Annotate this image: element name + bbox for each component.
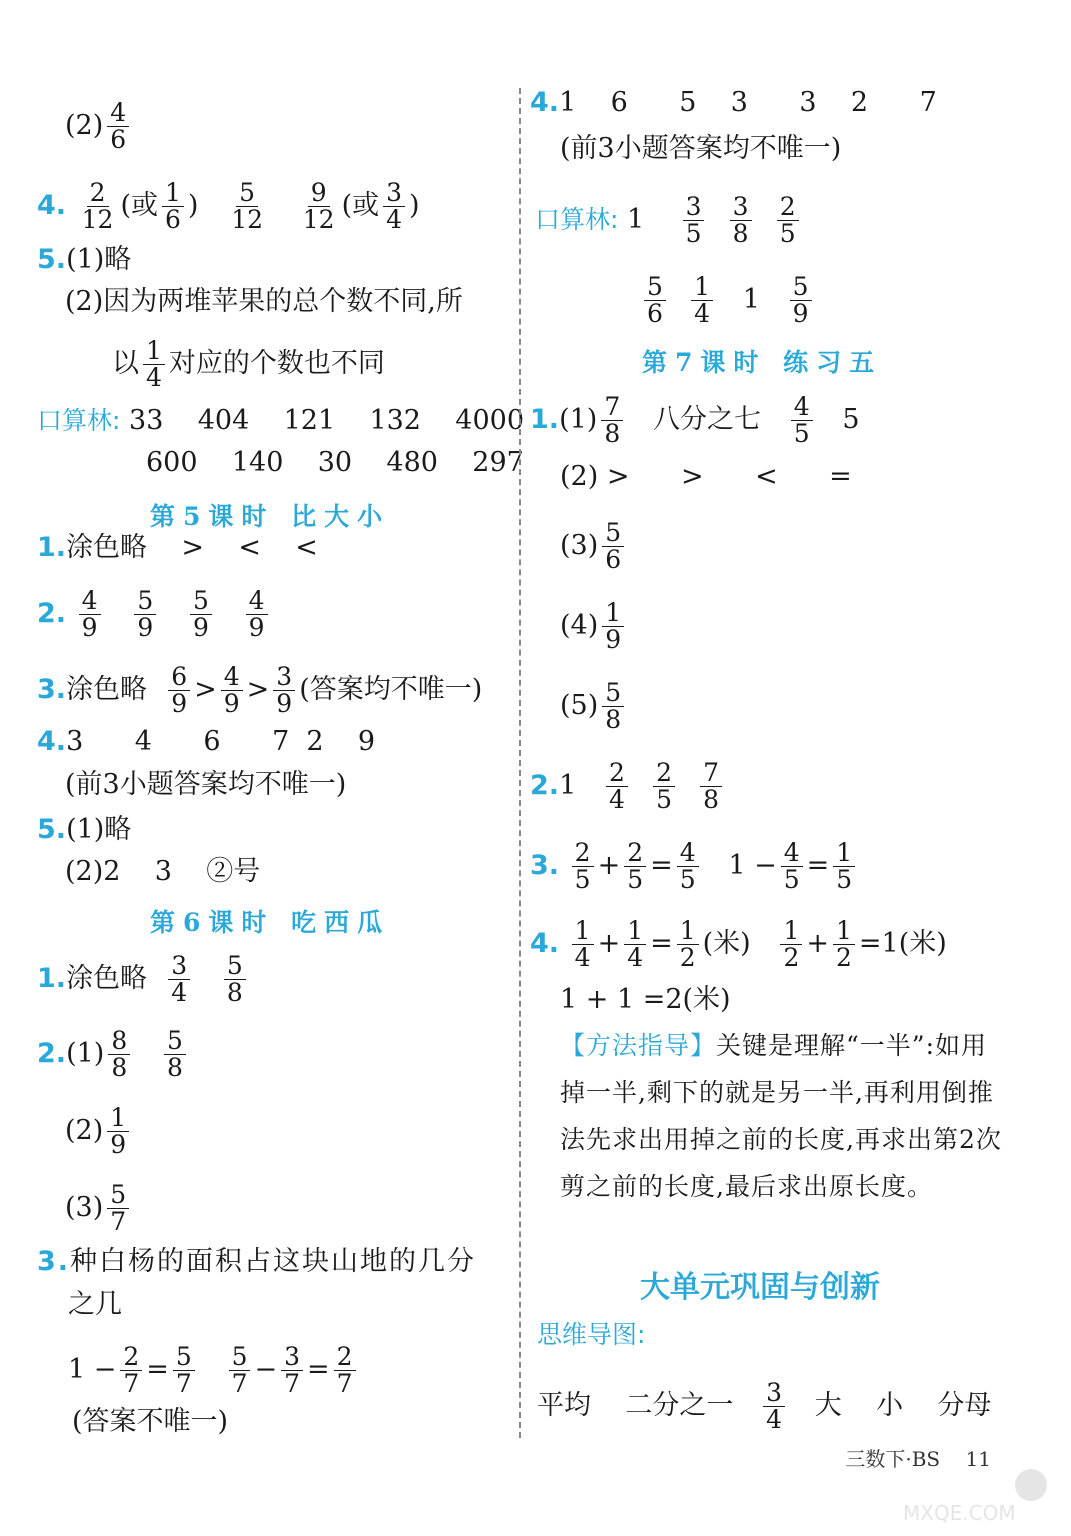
- s6-q2a: 2.(1) $\frac{8}{8}$ $\frac{5}{8}$: [37, 1028, 190, 1081]
- section-title-7: 第7课时 练习五: [642, 348, 883, 377]
- page-footer: 三数下·BS 11: [845, 1447, 991, 1471]
- kousuan-right-row2: $\frac{5}{6}$ $\frac{1}{4}$ 1 $\frac{5}{9}$: [640, 274, 816, 327]
- kousuan-left: 口算林: 33 404 121 132 4000: [37, 405, 525, 436]
- method-text: 关键是理解“一半”:如用掉一半,剩下的就是另一半,再利用倒推法先求出用掉之前的长度,再求出第2次剪之前的长度,最后求出原长度。: [560, 1031, 1002, 1201]
- s6-q3b: 之几: [68, 1289, 122, 1320]
- kousuan-right: 口算林: 1 $\frac{3}{5}$ $\frac{3}{8}$ $\frac{2}{5}$: [535, 194, 803, 247]
- fraction: $\frac{4}{6}$: [107, 100, 129, 153]
- s5-q5a: 5.(1)略: [37, 814, 132, 845]
- right-r4: 4. $\frac{1}{4}$ + $\frac{1}{4}$ = $\frac{1}{2}$ (米) $\frac{1}{2}$ + $\frac{1}{2}$ =1(米): [530, 916, 947, 972]
- s6-q3d: (答案不唯一): [72, 1406, 229, 1437]
- s6-q2b: (2) $\frac{1}{9}$: [65, 1105, 133, 1158]
- s6-q2c: (3) $\frac{5}{7}$: [65, 1182, 133, 1235]
- method-tag: 【方法指导】: [560, 1031, 717, 1060]
- s5-q4-note: (前3小题答案均不唯一): [65, 769, 347, 800]
- right-q4-note: (前3小题答案均不唯一): [560, 133, 842, 164]
- left-line-1: (2) $\frac{4}{6}$: [65, 100, 133, 153]
- right-r1c: (3) $\frac{5}{6}$: [560, 520, 628, 573]
- right-r4b: 1 + 1 =2(米): [560, 984, 731, 1015]
- left-q5c: 以 $\frac{1}{4}$ 对应的个数也不同: [112, 336, 385, 392]
- s6-q1: 1.涂色略 $\frac{3}{4}$ $\frac{5}{8}$: [37, 953, 250, 1006]
- s5-q4: 4.3 4 6 7 2 9: [37, 726, 376, 757]
- right-r1b: (2) > > < =: [560, 461, 852, 492]
- s5-q3: 3.涂色略 $\frac{6}{9}$ > $\frac{4}{9}$ > $\frac{3}{9}$ (答案均不唯一): [37, 662, 483, 718]
- left-q5b: (2)因为两堆苹果的总个数不同,所: [65, 286, 463, 317]
- right-r3: 3. $\frac{2}{5}$ + $\frac{2}{5}$ = $\frac{4}{5}$ 1 − $\frac{4}{5}$ = $\frac{1}{5}$: [530, 840, 859, 893]
- left-q5a: 5.(1)略: [37, 244, 132, 275]
- kousuan-left-row2: 600 140 30 480 297: [146, 447, 524, 478]
- s6-q3c: 1 − $\frac{2}{7}$ = $\frac{5}{7}$ $\frac{5}{7}$ − $\frac{3}{7}$ = $\frac{2}{7}$: [68, 1344, 360, 1397]
- mindmap-answers: 平均 二分之一 $\frac{3}{4}$ 大 小 分母: [537, 1378, 992, 1434]
- right-r1a: 1.(1) $\frac{7}{8}$ 八分之七 $\frac{4}{5}$ 5: [530, 392, 860, 448]
- mindmap-label: 思维导图:: [537, 1320, 646, 1349]
- svg-text:MXQE.COM: MXQE.COM: [903, 1501, 1016, 1525]
- section-title-6: 第6课时 吃西瓜: [150, 908, 391, 937]
- unit-title: 大单元巩固与创新: [640, 1270, 880, 1305]
- s5-q5b: (2)2 3 ②号: [65, 856, 261, 887]
- right-r2: 2.1 $\frac{2}{4}$ $\frac{2}{5}$ $\frac{7}{8}$: [530, 760, 726, 813]
- s6-q3a: 3.种白杨的面积占这块山地的几分: [37, 1246, 477, 1277]
- method-guide: [560, 1022, 1005, 1210]
- s5-q1: 1.涂色略 > < <: [37, 532, 318, 563]
- column-divider: [519, 88, 521, 1438]
- watermark-logo: [903, 1465, 1053, 1525]
- section-title-5: 第5课时 比大小: [150, 502, 391, 531]
- right-r1e: (5) $\frac{5}{8}$: [560, 680, 628, 733]
- s5-q2: 2. $\frac{4}{9}$ $\frac{5}{9}$ $\frac{5}{9}$ $\frac{4}{9}$: [37, 588, 272, 641]
- left-q4: 4. $\frac{2}{12}$ (或 $\frac{1}{6}$ ) $\frac{5}{12}$ $\frac{9}{12}$ (或 $\frac{3}{4}$ ): [37, 178, 420, 234]
- right-r1d: (4) $\frac{1}{9}$: [560, 600, 628, 653]
- right-q4: 4.1 6 5 3 3 2 7: [530, 87, 937, 118]
